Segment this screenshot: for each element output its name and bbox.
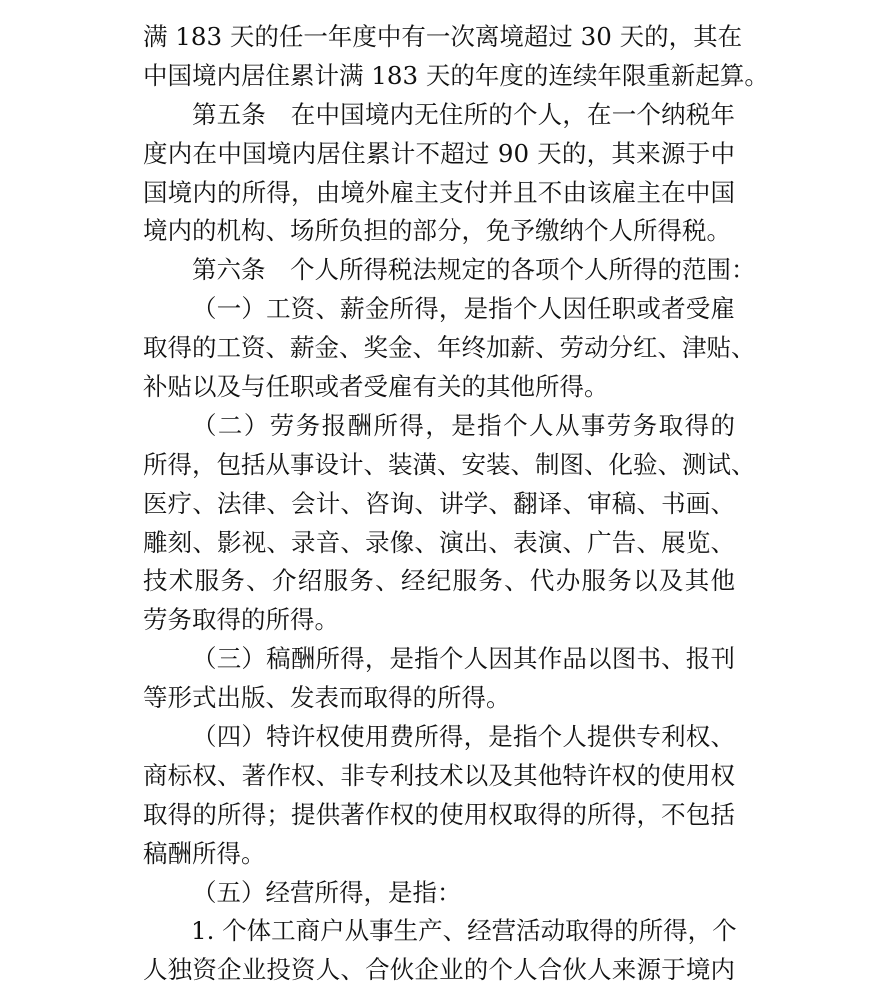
text-line: 人独资企业投资人、合伙企业的个人合伙人来源于境内 xyxy=(143,955,735,985)
text-line: 所得，包括从事设计、装潢、安装、制图、化验、测试、 xyxy=(143,449,756,479)
article-6-heading-line: 第六条 个人所得税法规定的各项个人所得的范围： xyxy=(192,255,756,285)
item-4-line: （四）特许权使用费所得，是指个人提供专利权、 xyxy=(192,722,735,752)
text-line: 中国境内居住累计满 183 天的年度的连续年限重新起算。 xyxy=(143,60,769,90)
text-line: 技术服务、介绍服务、经纪服务、代办服务以及其他 xyxy=(143,566,735,596)
item-2-line: （二）劳务报酬所得，是指个人从事劳务取得的 xyxy=(192,410,735,440)
text-line: 稿酬所得。 xyxy=(143,838,266,868)
item-5-line: （五）经营所得，是指： xyxy=(192,877,462,907)
text-line: 取得的所得；提供著作权的使用权取得的所得，不包括 xyxy=(143,799,735,829)
text-line: 等形式出版、发表而取得的所得。 xyxy=(143,683,511,713)
item-3-line: （三）稿酬所得，是指个人因其作品以图书、报刊 xyxy=(192,644,735,674)
subitem-1-line: 1. 个体工商户从事生产、经营活动取得的所得，个 xyxy=(191,916,737,946)
item-1-line: （一）工资、薪金所得，是指个人因任职或者受雇 xyxy=(192,294,735,324)
text-line: 取得的工资、薪金、奖金、年终加薪、劳动分红、津贴、 xyxy=(143,333,756,363)
text-line: 国境内的所得，由境外雇主支付并且不由该雇主在中国 xyxy=(143,177,735,207)
text-line: 度内在中国境内居住累计不超过 90 天的，其来源于中 xyxy=(143,138,735,168)
text-line: 医疗、法律、会计、咨询、讲学、翻译、审稿、书画、 xyxy=(143,488,735,518)
text-line: 满 183 天的任一年度中有一次离境超过 30 天的，其在 xyxy=(143,22,743,51)
text-line: 境内的机构、场所负担的部分，免予缴纳个人所得税。 xyxy=(143,216,731,246)
text-line: 商标权、著作权、非专利技术以及其他特许权的使用权 xyxy=(143,760,735,790)
text-line: 补贴以及与任职或者受雇有关的其他所得。 xyxy=(143,372,609,402)
text-line: 雕刻、影视、录音、录像、演出、表演、广告、展览、 xyxy=(143,527,735,557)
article-5-heading-line: 第五条 在中国境内无住所的个人，在一个纳税年 xyxy=(192,99,735,129)
body-text xyxy=(143,18,769,990)
text-line: 劳务取得的所得。 xyxy=(143,605,339,635)
